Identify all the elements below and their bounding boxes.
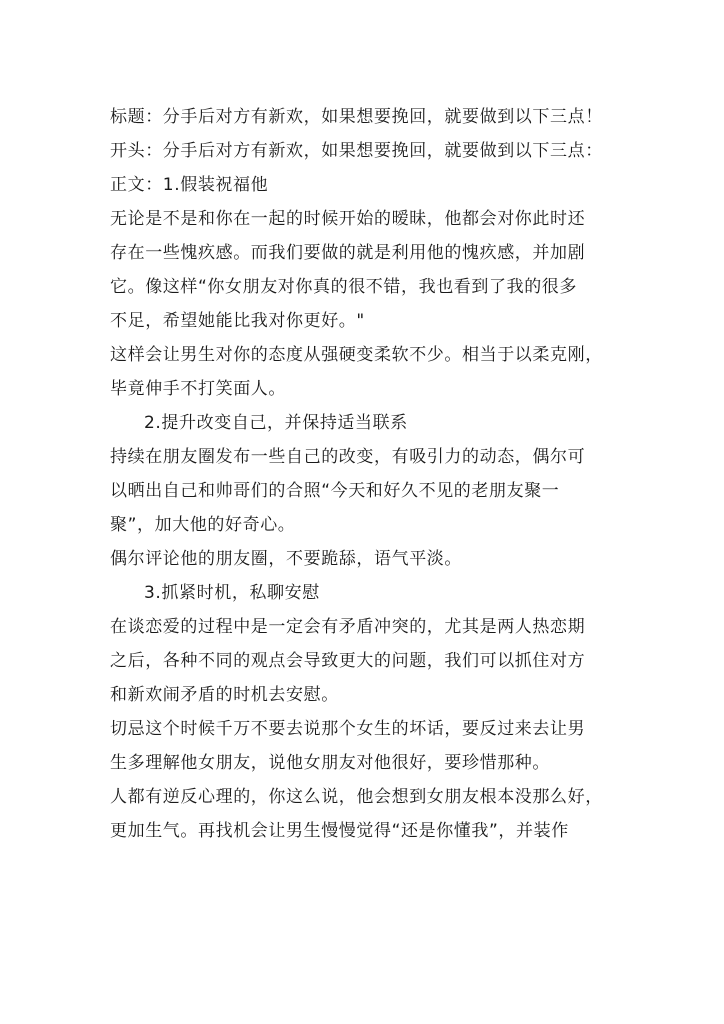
paragraph-line: 在谈恋爱的过程中是一定会有矛盾冲突的，尤其是两人热恋期 <box>110 617 586 637</box>
paragraph-line: 毕竟伸手不打笑面人。 <box>110 379 286 399</box>
paragraph-line: 生多理解他女朋友，说他女朋友对他很好，要珍惜那种。 <box>110 753 550 773</box>
paragraph-line: 它。像这样“你女朋友对你真的很不错，我也看到了我的很多 <box>110 277 578 297</box>
paragraph-line: 切忌这个时候千万不要去说那个女生的坏话，要反过来去让男 <box>110 719 586 739</box>
paragraph-line: 这样会让男生对你的态度从强硬变柔软不少。相当于以柔克刚， <box>110 345 603 365</box>
paragraph-line: 偶尔评论他的朋友圈，不要跪舔，语气平淡。 <box>110 549 462 569</box>
paragraph-line: 聚”，加大他的好奇心。 <box>110 515 296 535</box>
paragraph-line: 之后，各种不同的观点会导致更大的问题，我们可以抓住对方 <box>110 651 586 671</box>
opening-line: 开头：分手后对方有新欢，如果想要挽回，就要做到以下三点： <box>110 141 603 161</box>
section-heading-2: 2.提升改变自己，并保持适当联系 <box>144 413 408 433</box>
section-heading-1: 正文：1.假装祝福他 <box>110 175 269 195</box>
title-line: 标题：分手后对方有新欢，如果想要挽回，就要做到以下三点！ <box>110 107 603 127</box>
paragraph-line: 更加生气。再找机会让男生慢慢觉得“还是你懂我”，并装作 <box>110 821 569 841</box>
paragraph-line: 不足，希望她能比我对你更好。" <box>110 311 365 331</box>
document-body <box>110 100 630 848</box>
paragraph-line: 以晒出自己和帅哥们的合照“今天和好久不见的老朋友聚一 <box>110 481 560 501</box>
section-heading-3: 3.抓紧时机，私聊安慰 <box>144 583 320 603</box>
paragraph-line: 存在一些愧疚感。而我们要做的就是利用他的愧疚感，并加剧 <box>110 243 586 263</box>
paragraph-line: 持续在朋友圈发布一些自己的改变，有吸引力的动态，偶尔可 <box>110 447 586 467</box>
paragraph-line: 人都有逆反心理的，你这么说，他会想到女朋友根本没那么好， <box>110 787 603 807</box>
paragraph-line: 无论是不是和你在一起的时候开始的暧昧，他都会对你此时还 <box>110 209 586 229</box>
paragraph-line: 和新欢闹矛盾的时机去安慰。 <box>110 685 339 705</box>
